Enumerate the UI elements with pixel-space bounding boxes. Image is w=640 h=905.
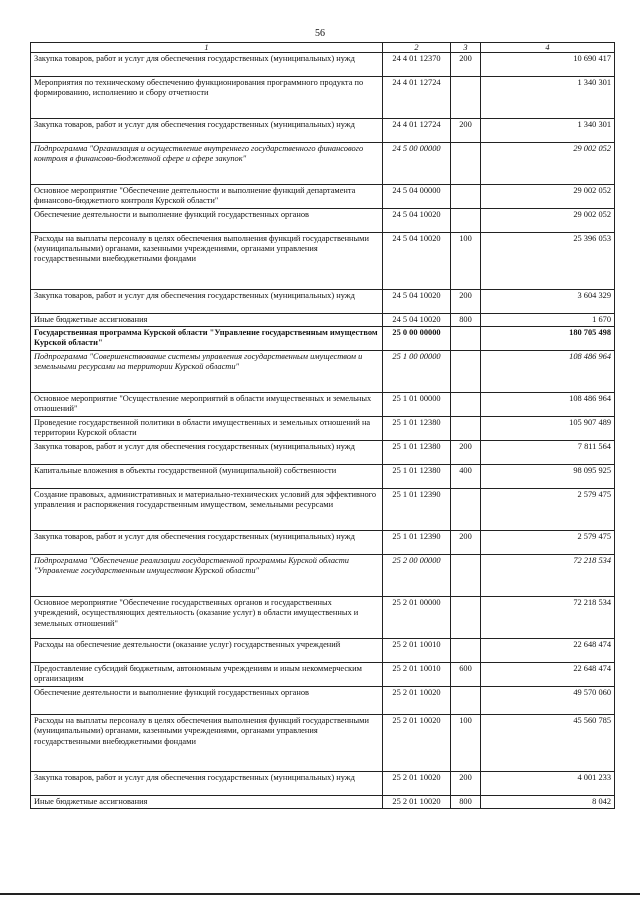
row-code: 24 5 04 10020	[383, 209, 451, 233]
column-header-name: 1	[31, 43, 383, 53]
row-amount: 2 579 475	[481, 531, 615, 555]
row-vr: 800	[451, 796, 481, 809]
row-code: 24 5 04 10020	[383, 233, 451, 290]
row-amount: 98 095 925	[481, 465, 615, 489]
table-row	[31, 143, 615, 185]
row-vr	[451, 185, 481, 209]
table-row	[31, 639, 615, 663]
row-amount: 29 002 052	[481, 185, 615, 209]
page-bottom-rule	[0, 893, 640, 895]
row-code: 24 5 04 10020	[383, 314, 451, 327]
row-code: 25 2 01 10020	[383, 796, 451, 809]
row-name: Расходы на выплаты персоналу в целях обеспечения выполнения функций государственными (муниципальными) органами, казенными учреждениями, органами управления государственными внебюджетными фондами	[31, 715, 383, 772]
table-row	[31, 465, 615, 489]
table-body	[31, 53, 615, 809]
row-code: 25 0 00 00000	[383, 327, 451, 351]
table-row	[31, 209, 615, 233]
table-row	[31, 796, 615, 809]
row-amount: 2 579 475	[481, 489, 615, 531]
table-row	[31, 687, 615, 715]
row-vr: 200	[451, 531, 481, 555]
row-code: 25 1 01 12390	[383, 531, 451, 555]
row-name: Закупка товаров, работ и услуг для обеспечения государственных (муниципальных) нужд	[31, 531, 383, 555]
row-name: Расходы на обеспечение деятельности (оказание услуг) государственных учреждений	[31, 639, 383, 663]
row-amount: 105 907 489	[481, 417, 615, 441]
row-vr: 400	[451, 465, 481, 489]
row-code: 25 2 01 10020	[383, 772, 451, 796]
row-amount: 25 396 053	[481, 233, 615, 290]
row-name: Государственная программа Курской области "Управление государственным имуществом Курской области"	[31, 327, 383, 351]
row-amount: 1 340 301	[481, 119, 615, 143]
row-name: Основное мероприятие "Обеспечение государственных органов и государственных учреждений, осуществляющих деятельность (оказание услуг) в области имущественных и земельных отношений"	[31, 597, 383, 639]
row-name: Создание правовых, административных и материально-технических условий для эффективного управления и распоряжения государственным имуществом, земельными ресурсами	[31, 489, 383, 531]
row-name: Подпрограмма "Совершенствование системы управления государственным имуществом и земельными ресурсами на территории Курской области"	[31, 351, 383, 393]
table-row	[31, 663, 615, 687]
row-name: Закупка товаров, работ и услуг для обеспечения государственных (муниципальных) нужд	[31, 53, 383, 77]
table-row	[31, 417, 615, 441]
budget-table	[30, 42, 615, 809]
row-vr	[451, 393, 481, 417]
row-code: 25 2 01 10020	[383, 687, 451, 715]
row-vr	[451, 209, 481, 233]
column-header-vr: 3	[451, 43, 481, 53]
row-vr	[451, 143, 481, 185]
row-code: 25 1 00 00000	[383, 351, 451, 393]
row-code: 25 1 01 12390	[383, 489, 451, 531]
row-amount: 22 648 474	[481, 639, 615, 663]
row-name: Капитальные вложения в объекты государственной (муниципальной) собственности	[31, 465, 383, 489]
row-code: 25 2 01 10010	[383, 663, 451, 687]
row-vr: 200	[451, 53, 481, 77]
row-amount: 29 002 052	[481, 143, 615, 185]
row-name: Основное мероприятие "Обеспечение деятельности и выполнение функций департамента финансово-бюджетного контроля Курской области"	[31, 185, 383, 209]
table-header-row	[31, 43, 615, 53]
table-row	[31, 233, 615, 290]
row-amount: 22 648 474	[481, 663, 615, 687]
row-name: Мероприятия по техническому обеспечению функционирования программного продукта по формированию, исполнению и сбору отчетности	[31, 77, 383, 119]
row-amount: 1 340 301	[481, 77, 615, 119]
row-amount: 3 604 329	[481, 290, 615, 314]
row-name: Закупка товаров, работ и услуг для обеспечения государственных (муниципальных) нужд	[31, 772, 383, 796]
row-code: 25 1 01 00000	[383, 393, 451, 417]
row-name: Обеспечение деятельности и выполнение функций государственных органов	[31, 209, 383, 233]
row-vr: 200	[451, 119, 481, 143]
table-row	[31, 290, 615, 314]
row-amount: 108 486 964	[481, 393, 615, 417]
row-vr	[451, 687, 481, 715]
row-name: Закупка товаров, работ и услуг для обеспечения государственных (муниципальных) нужд	[31, 119, 383, 143]
row-code: 24 5 04 10020	[383, 290, 451, 314]
row-vr	[451, 489, 481, 531]
table-row	[31, 715, 615, 772]
table-row	[31, 314, 615, 327]
table-row	[31, 393, 615, 417]
row-amount: 7 811 564	[481, 441, 615, 465]
page-number: 56	[315, 28, 325, 39]
row-vr	[451, 639, 481, 663]
table-row	[31, 441, 615, 465]
row-vr	[451, 351, 481, 393]
row-code: 24 5 04 00000	[383, 185, 451, 209]
row-code: 24 4 01 12724	[383, 77, 451, 119]
row-code: 25 2 01 10020	[383, 715, 451, 772]
row-amount: 10 690 417	[481, 53, 615, 77]
row-name: Иные бюджетные ассигнования	[31, 796, 383, 809]
row-name: Иные бюджетные ассигнования	[31, 314, 383, 327]
table-row	[31, 597, 615, 639]
row-vr: 800	[451, 314, 481, 327]
row-vr: 100	[451, 715, 481, 772]
table-row	[31, 555, 615, 597]
table-row	[31, 351, 615, 393]
row-vr: 200	[451, 290, 481, 314]
row-name: Закупка товаров, работ и услуг для обеспечения государственных (муниципальных) нужд	[31, 290, 383, 314]
row-code: 24 4 01 12370	[383, 53, 451, 77]
row-code: 25 2 00 00000	[383, 555, 451, 597]
table-row	[31, 185, 615, 209]
row-vr	[451, 417, 481, 441]
row-vr	[451, 327, 481, 351]
table-row	[31, 772, 615, 796]
row-amount: 1 670	[481, 314, 615, 327]
row-code: 25 1 01 12380	[383, 441, 451, 465]
table-row	[31, 327, 615, 351]
row-code: 25 2 01 10010	[383, 639, 451, 663]
row-name: Предоставление субсидий бюджетным, автономным учреждениям и иным некоммерческим организациям	[31, 663, 383, 687]
row-amount: 180 705 498	[481, 327, 615, 351]
row-name: Основное мероприятие "Осуществление мероприятий в области имущественных и земельных отношений"	[31, 393, 383, 417]
row-vr	[451, 555, 481, 597]
row-name: Подпрограмма "Обеспечение реализации государственной программы Курской области "Управление государственным имуществом Курской области"	[31, 555, 383, 597]
row-code: 25 2 01 00000	[383, 597, 451, 639]
table-row	[31, 489, 615, 531]
row-name: Подпрограмма "Организация и осуществление внутреннего государственного финансового контроля в финансово-бюджетной сфере и сфере закупок"	[31, 143, 383, 185]
row-amount: 29 002 052	[481, 209, 615, 233]
row-name: Проведение государственной политики в области имущественных и земельных отношений на территории Курской области	[31, 417, 383, 441]
table-row	[31, 53, 615, 77]
row-vr: 200	[451, 441, 481, 465]
row-code: 25 1 01 12380	[383, 417, 451, 441]
row-amount: 72 218 534	[481, 597, 615, 639]
row-code: 24 4 01 12724	[383, 119, 451, 143]
row-amount: 49 570 060	[481, 687, 615, 715]
row-vr: 100	[451, 233, 481, 290]
row-vr: 600	[451, 663, 481, 687]
row-amount: 4 001 233	[481, 772, 615, 796]
row-name: Обеспечение деятельности и выполнение функций государственных органов	[31, 687, 383, 715]
row-code: 25 1 01 12380	[383, 465, 451, 489]
row-amount: 45 560 785	[481, 715, 615, 772]
row-vr: 200	[451, 772, 481, 796]
column-header-amount: 4	[481, 43, 615, 53]
row-vr	[451, 77, 481, 119]
row-amount: 72 218 534	[481, 555, 615, 597]
row-amount: 8 042	[481, 796, 615, 809]
table-row	[31, 531, 615, 555]
row-name: Расходы на выплаты персоналу в целях обеспечения выполнения функций государственными (муниципальными) органами, казенными учреждениями, органами управления государственными внебюджетными фондами	[31, 233, 383, 290]
row-amount: 108 486 964	[481, 351, 615, 393]
row-name: Закупка товаров, работ и услуг для обеспечения государственных (муниципальных) нужд	[31, 441, 383, 465]
row-code: 24 5 00 00000	[383, 143, 451, 185]
column-header-code: 2	[383, 43, 451, 53]
table-row	[31, 119, 615, 143]
row-vr	[451, 597, 481, 639]
table-row	[31, 77, 615, 119]
